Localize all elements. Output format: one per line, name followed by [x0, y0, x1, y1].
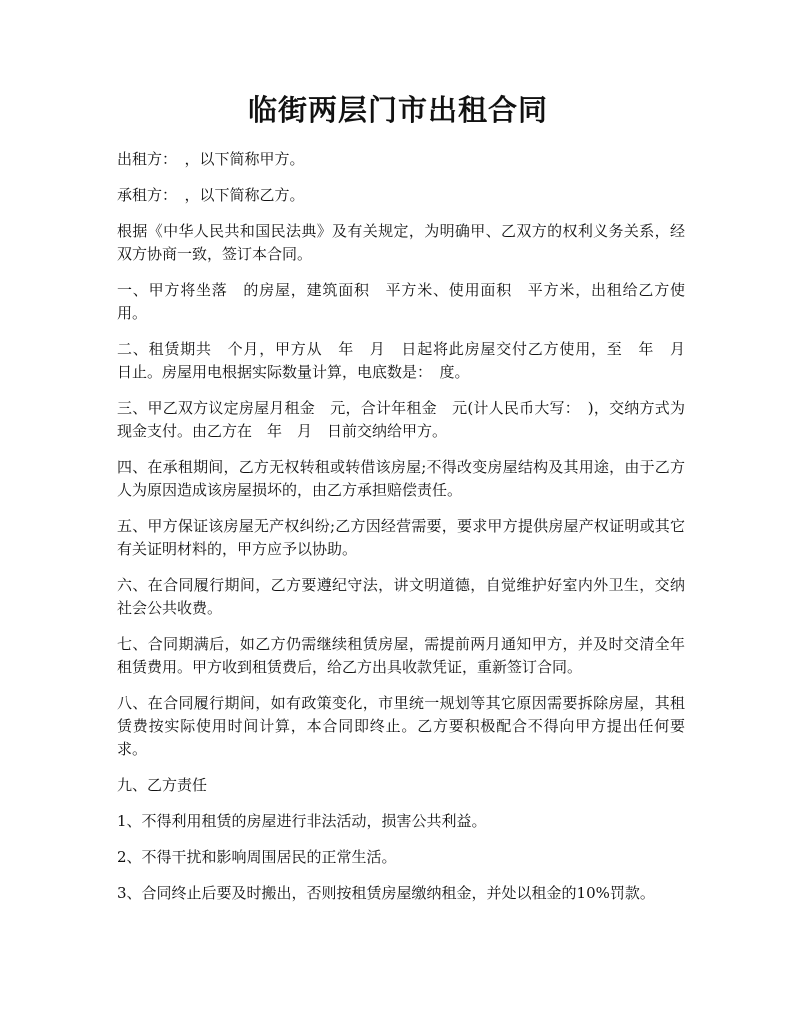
document-title: 临街两层门市出租合同 — [247, 93, 548, 127]
clause-4: 四、在承租期间，乙方无权转租或转借该房屋;不得改变房屋结构及其用途，由于乙方人为原因造成该房屋损坏的，由乙方承担赔偿责任。 — [117, 458, 685, 499]
party-b-line: 承租方： ，以下简称乙方。 — [117, 186, 305, 204]
clause-3: 三、甲乙双方议定房屋月租金 元，合计年租金 元(计人民币大写： )，交纳方式为现金支付。由乙方在 年 月 日前交纳给甲方。 — [117, 399, 685, 440]
preamble-paragraph: 根据《中华人民共和国民法典》及有关规定，为明确甲、乙双方的权利义务关系，经双方协商一致，签订本合同。 — [117, 222, 685, 263]
clause-9-item-2: 2、不得干扰和影响周围居民的正常生活。 — [117, 848, 397, 866]
party-a-line: 出租方： ，以下简称甲方。 — [117, 150, 305, 168]
document-body — [117, 148, 701, 918]
clause-1: 一、甲方将坐落 的房屋，建筑面积 平方米、使用面积 平方米，出租给乙方使用。 — [117, 281, 685, 322]
clause-5: 五、甲方保证该房屋无产权纠纷;乙方因经营需要，要求甲方提供房屋产权证明或其它有关证明材料的，甲方应予以协助。 — [117, 517, 685, 558]
clause-6: 六、在合同履行期间，乙方要遵纪守法，讲文明道德，自觉维护好室内外卫生，交纳社会公共收费。 — [117, 576, 685, 617]
clause-7: 七、合同期满后，如乙方仍需继续租赁房屋，需提前两月通知甲方，并及时交清全年租赁费用。甲方收到租赁费后，给乙方出具收款凭证，重新签订合同。 — [117, 635, 685, 676]
clause-8: 八、在合同履行期间，如有政策变化，市里统一规划等其它原因需要拆除房屋，其租赁费按实际使用时间计算，本合同即终止。乙方要积极配合不得向甲方提出任何要求。 — [117, 694, 685, 758]
clause-2: 二、租赁期共 个月，甲方从 年 月 日起将此房屋交付乙方使用，至 年 月 日止。房屋用电根据实际数量计算，电底数是： 度。 — [117, 340, 701, 381]
clause-9-heading: 九、乙方责任 — [117, 776, 208, 794]
clause-9-item-3: 3、合同终止后要及时搬出，否则按租赁房屋缴纳租金，并处以租金的10%罚款。 — [117, 884, 655, 902]
clause-9-item-1: 1、不得利用租赁的房屋进行非法活动，损害公共利益。 — [117, 812, 487, 830]
